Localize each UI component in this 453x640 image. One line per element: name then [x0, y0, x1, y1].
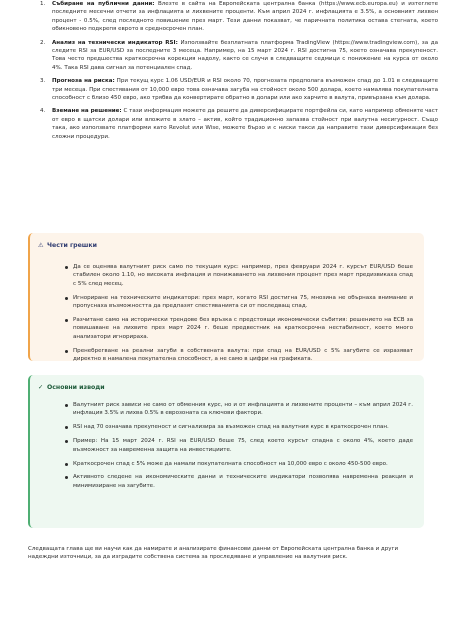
- callout-title: [38, 242, 97, 250]
- step-lead: Анализ на технически индикатор RSI:: [52, 39, 178, 46]
- list-item: Игнориране на техническите индикатори: през март, когато RSI достигна 75, мнозина не обърнаха внимание и пропуснаха възможността да предпазят спестяванията си от последващ спад.: [73, 294, 413, 311]
- bullet-icon: [65, 476, 68, 479]
- step-number: 3.: [40, 78, 46, 85]
- bullet-icon: [65, 266, 68, 269]
- step-item: [40, 77, 438, 102]
- bullet-icon: [65, 426, 68, 429]
- checkmark-icon: ✓: [38, 384, 44, 391]
- step-item: [40, 0, 439, 34]
- warning-icon: ⚠: [38, 242, 44, 249]
- bullet-icon: [65, 319, 68, 322]
- bullet-icon: [65, 350, 68, 353]
- bullet-icon: [65, 463, 68, 466]
- list-item: Пренебрегване на реални загуби в собствената валута: при спад на EUR/USD с 5% загубите се изразяват директно в намалена покупателна способност, а не само в цифри на графиката.: [73, 347, 413, 364]
- list-item: Пример: На 15 март 2024 г. RSI на EUR/USD беше 75, след което курсът спадна с около 4%, което даде възможност за навременна защита на инвестициите.: [73, 437, 413, 454]
- step-body: Влезте в сайта на Европейската централна банка (https://www.ecb.europa.eu) и изтеглете последните месечни отчети за инфлацията и лихвените проценти. Към април 2024 г. инфлацията е 3.5%, а основният лихвен процент - 0.5%, след последното повишение през март. Тези данни показват, че паричната политика остава стегната, което обикновено подкрепя еврото в средносрочен план.: [52, 1, 439, 33]
- step-body: При текущ курс 1.06 USD/EUR и RSI около 70, прогнозата предполага възможен спад до 1.01 в следващите три месеца. При спестявания от 10,000 евро това означава загуба на стойност около 500 долара, което намалява покупателната способност с близо 450 евро, ако трябва да конвертирате обратно в долари или ако харчите в валута, привързана към долара.: [52, 78, 438, 102]
- bullet-icon: [65, 440, 68, 443]
- step-number: 1.: [40, 1, 46, 7]
- step-item: [40, 107, 438, 141]
- callout-title: [38, 384, 105, 392]
- list-item: Валутният риск зависи не само от обменния курс, но и от инфлацията и лихвените проценти – към април 2024 г. инфлация 3.5% и лихва 0.5% в еврозоната са ключови фактори.: [73, 401, 413, 418]
- step-body: Използвайте безплатната платформа TradingView (https://www.tradingview.com), за да следите RSI за EUR/USD за последните 3 месеца. Например, на 15 март 2024 г. RSI достигна 75, което означава прекупеност. Това често предшества краткосрочна корекция надолу, както се случи в следващите седмици с понижение на курса от около 4%. Така RSI дава сигнал за потенциален спад.: [52, 39, 439, 71]
- list-item: RSI над 70 означава прекупеност и сигнализира за възможен спад на валутния курс в краткосрочен план.: [73, 423, 413, 431]
- mistakes-list: [73, 263, 413, 369]
- key-takeaways-callout: [28, 375, 424, 528]
- list-item: Активното следене на икономическите данни и техническите индикатори позволява навременна реакция и минимизиране на загубите.: [73, 473, 413, 490]
- takeaways-list: [73, 401, 413, 496]
- common-mistakes-callout: [28, 233, 424, 361]
- step-body: С тази информация можете да решите да диверсифицирате портфейла си, като например обменяте част от евро в щатски долари или вложите в злато – актив, който традиционно запазва стойност при валутна несигурност. Също така, ако използвате платформи като Revolut или Wise, можете бързо и с ниски такси да направите тази диверсификация без сложни процедури.: [52, 108, 438, 140]
- callout-title-text: Основни изводи: [47, 384, 105, 391]
- steps-list: [38, 0, 438, 146]
- closing-paragraph: Следващата глава ще ви научи как да намирате и анализирате финансови данни от Европейската централна банка и други надеждни източници, за да изградите собствена система за проследяване и управление на валутния риск.: [28, 546, 399, 561]
- step-number: 4.: [40, 108, 46, 115]
- list-item: Краткосрочен спад с 5% може да намали покупателната способност на 10,000 евро с около 450-500 евро.: [73, 460, 413, 468]
- bullet-icon: [65, 404, 68, 407]
- callout-title-text: Чести грешки: [47, 242, 97, 249]
- list-item: Да се оценява валутният риск само по текущия курс: например, през февруари 2024 г. курсът EUR/USD беше стабилен около 1.10, но високата инфлация и понижаването на лихвения процент през март предизвикаха спад с 5% след месец.: [73, 263, 413, 288]
- step-number: 2.: [40, 39, 46, 46]
- list-item: Разчитане само на исторически трендове без връзка с предстоящи икономически събития: решението на ECB за повишаване на лихвите през март 2024 г. беше предвестник на краткосрочна нестабилност, което много анализатори игнорираха.: [73, 316, 413, 341]
- bullet-icon: [65, 297, 68, 300]
- step-lead: Прогноза на риска:: [52, 78, 115, 85]
- step-lead: Събиране на публични данни:: [52, 1, 155, 7]
- step-item: [40, 39, 439, 73]
- step-lead: Вземане на решение:: [52, 108, 122, 115]
